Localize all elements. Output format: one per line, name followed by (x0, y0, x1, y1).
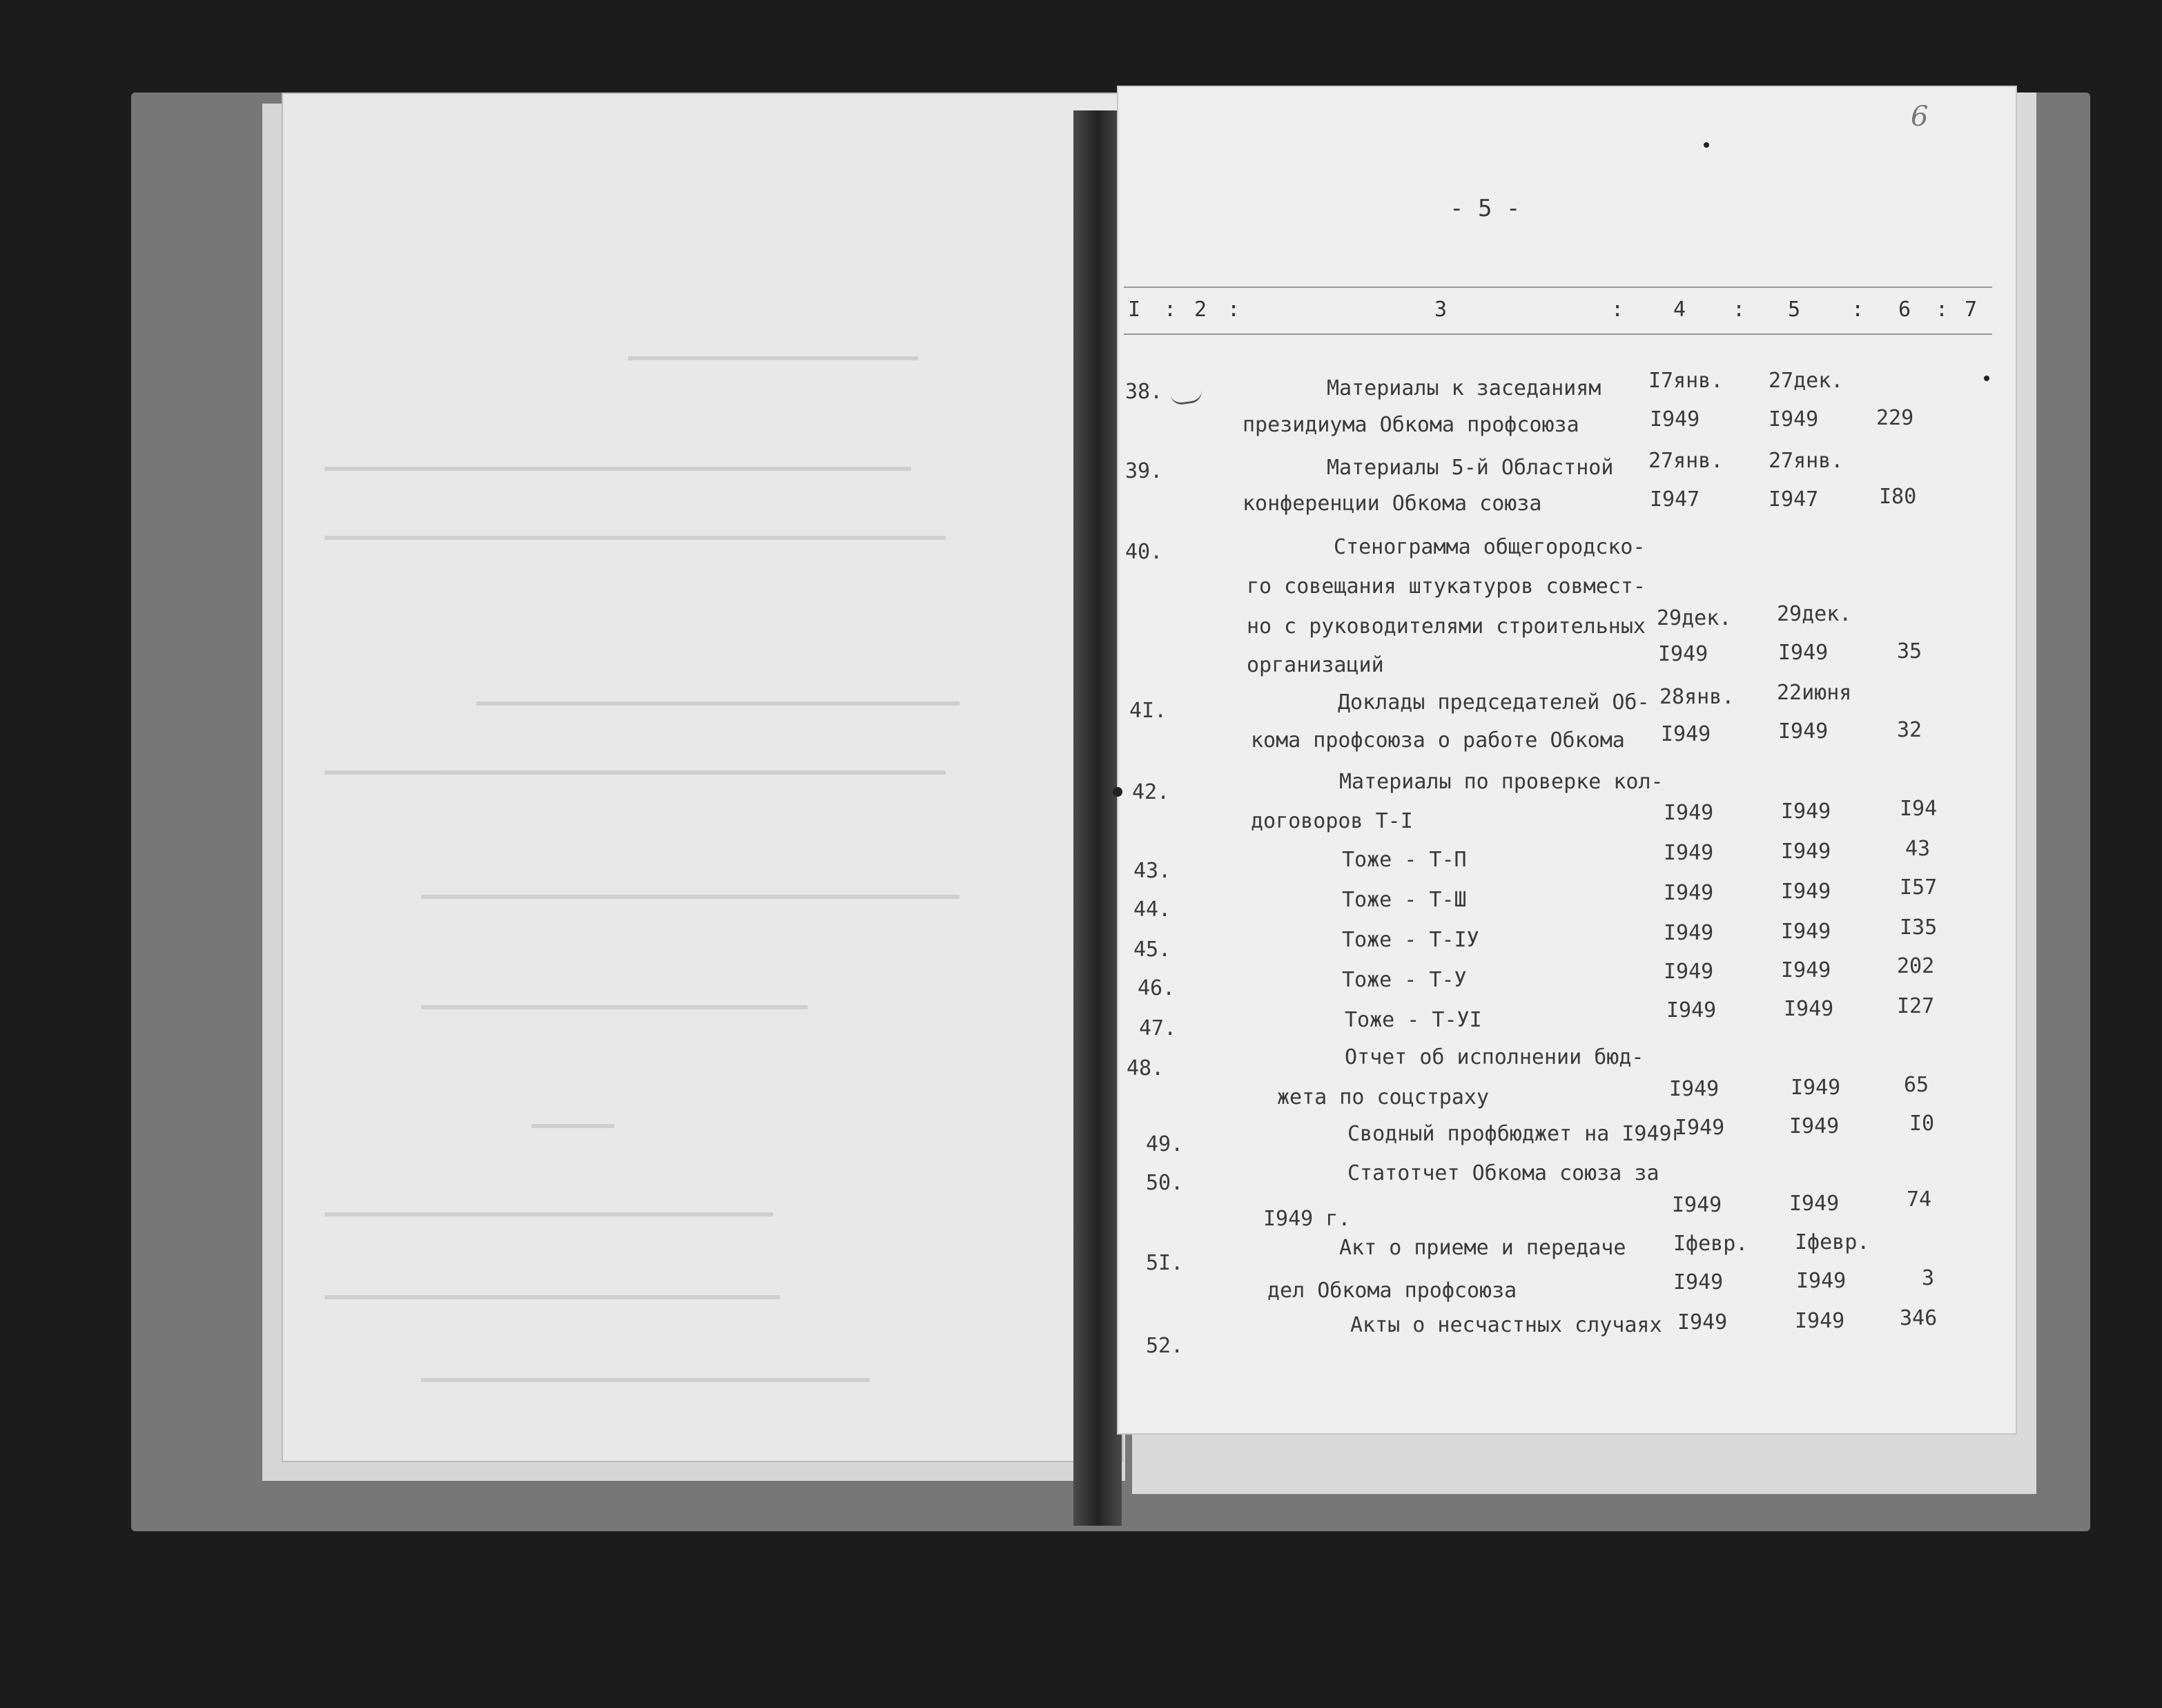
ink-speck (1984, 376, 1989, 381)
sheet-count: 74 (1907, 1187, 1932, 1212)
start-year: I947 (1650, 487, 1700, 512)
row-title-line: Материалы 5-й Областной (1327, 456, 1614, 480)
sheet-count: 35 (1897, 639, 1922, 663)
column-header-cell: 6 (1898, 298, 1911, 322)
row-title-line: организаций (1247, 653, 1384, 677)
column-header-cell: : (1611, 298, 1624, 322)
row-number: 40. (1125, 540, 1163, 564)
start-year: I949 (1666, 998, 1717, 1022)
row-title-line: договоров Т-I (1251, 809, 1413, 833)
start-year: I949 (1672, 1193, 1722, 1217)
column-header-cell: 7 (1965, 298, 1978, 322)
row-title-line: Материалы к заседаниям (1327, 376, 1601, 400)
start-year: I949 (1664, 960, 1714, 984)
row-number: 5I. (1146, 1251, 1184, 1275)
end-year: I949 (1778, 719, 1829, 744)
end-date: Iфевр. (1795, 1230, 1870, 1254)
end-year: I949 (1781, 799, 1831, 824)
sheet-count: 229 (1876, 406, 1914, 430)
row-title-line: Тоже - Т-Ш (1342, 888, 1467, 912)
sheet-count: 32 (1897, 718, 1922, 742)
row-title-line: Стенограмма общегородско- (1334, 535, 1646, 559)
column-header (1124, 287, 1992, 335)
sheet-count: 43 (1905, 837, 1931, 861)
end-year: I949 (1778, 641, 1829, 665)
row-number: 52. (1146, 1334, 1184, 1358)
row-title-line: Отчет об исполнении бюд- (1345, 1045, 1644, 1069)
row-title-line: жета по соцстраху (1277, 1085, 1490, 1109)
sheet-count: I35 (1900, 915, 1938, 940)
end-year: I949 (1795, 1309, 1845, 1333)
column-header-cell: I (1128, 298, 1141, 322)
sheet-count: I27 (1897, 994, 1935, 1018)
start-year: I949 (1664, 881, 1714, 905)
start-year: I949 (1675, 1116, 1725, 1140)
end-year: I947 (1769, 487, 1819, 512)
row-number: 38. (1125, 380, 1163, 404)
end-year: I949 (1784, 997, 1834, 1021)
row-title-line: конференции Обкома союза (1243, 492, 1542, 516)
row-number: 4I. (1129, 699, 1167, 723)
row-title-line: Доклады председателей Об- (1338, 690, 1650, 715)
start-date: 27янв. (1648, 449, 1724, 473)
row-title-line: Акты о несчастных случаях (1350, 1313, 1662, 1337)
row-number: 44. (1133, 897, 1171, 922)
start-year: I949 (1664, 801, 1714, 825)
row-title-line: Тоже - Т-У (1342, 968, 1467, 992)
column-header-cell: : (1164, 298, 1177, 322)
sheet-count: I94 (1900, 797, 1938, 821)
end-year: I949 (1781, 880, 1831, 904)
column-header-cell: 3 (1434, 298, 1448, 322)
end-year: I949 (1791, 1076, 1841, 1100)
left-page (283, 94, 1122, 1461)
start-year: I949 (1673, 1270, 1724, 1294)
row-number: 43. (1133, 859, 1171, 883)
start-date: 28янв. (1659, 685, 1735, 709)
sheet-count: 3 (1922, 1266, 1935, 1290)
row-title-line: президиума Обкома профсоюза (1243, 413, 1579, 437)
row-number: 42. (1132, 780, 1170, 804)
row-number: 50. (1146, 1171, 1184, 1195)
end-year: I949 (1789, 1192, 1840, 1216)
start-date: 29дек. (1657, 606, 1732, 630)
row-title-line: Тоже - Т-П (1342, 848, 1467, 872)
start-date: I7янв. (1648, 369, 1724, 393)
bleed-through-text (283, 94, 1122, 1461)
column-header-cell: 5 (1788, 298, 1801, 322)
punch-mark (1113, 787, 1122, 797)
start-year: I949 (1658, 642, 1708, 666)
row-title-line: Акт о приеме и передаче (1339, 1236, 1626, 1260)
start-year: I949 (1661, 722, 1711, 746)
column-header-cell: : (1733, 298, 1746, 322)
row-number: 46. (1138, 976, 1176, 1000)
ink-speck (1704, 142, 1709, 148)
row-title-line: Тоже - Т-УI (1345, 1008, 1482, 1032)
row-title-line: кома профсоюза о работе Обкома (1251, 728, 1625, 753)
column-header-cell: 2 (1194, 298, 1207, 322)
row-number: 45. (1133, 938, 1171, 962)
start-year: I949 (1669, 1077, 1720, 1101)
row-title-line: Статотчет Обкома союза за (1347, 1161, 1659, 1185)
row-number: 39. (1125, 459, 1163, 483)
row-number: 49. (1146, 1132, 1184, 1156)
sheet-count: 202 (1897, 954, 1935, 978)
column-header-cell: : (1227, 298, 1240, 322)
row-title-line: I949 г. (1263, 1207, 1351, 1231)
end-year: I949 (1796, 1269, 1847, 1293)
end-date: 27дек. (1769, 369, 1844, 393)
row-title-line: но с руководителями строительных (1247, 614, 1646, 639)
column-header-cell: : (1851, 298, 1864, 322)
end-date: 29дек. (1777, 602, 1852, 626)
sheet-count: 65 (1904, 1073, 1929, 1097)
sheet-count: I57 (1900, 875, 1938, 900)
row-title-line: го совещания штукатуров совмест- (1247, 574, 1646, 599)
page-number: - 5 - (1450, 195, 1521, 222)
column-header-cell: : (1936, 298, 1949, 322)
end-year: I949 (1781, 920, 1831, 944)
row-number: 47. (1139, 1016, 1177, 1040)
start-year: I949 (1677, 1310, 1728, 1335)
end-year: I949 (1781, 840, 1831, 864)
start-year: I949 (1664, 841, 1714, 865)
row-title-line: Сводный профбюджет на I949г (1347, 1122, 1684, 1146)
binding-spine (1073, 110, 1122, 1526)
column-header-cell: 4 (1673, 298, 1686, 322)
row-title-line: Материалы по проверке кол- (1339, 770, 1664, 794)
row-title-line: Тоже - Т-IУ (1342, 928, 1479, 952)
start-date: Iфевр. (1673, 1232, 1749, 1256)
row-number: 48. (1127, 1056, 1165, 1080)
sheet-count: I0 (1909, 1112, 1935, 1136)
start-year: I949 (1650, 407, 1700, 431)
end-year: I949 (1781, 958, 1831, 982)
end-date: 27янв. (1769, 449, 1844, 473)
end-year: I949 (1769, 407, 1819, 431)
sheet-number: 6 (1911, 101, 1929, 133)
start-year: I949 (1664, 921, 1714, 945)
sheet-count: 346 (1900, 1306, 1938, 1330)
end-year: I949 (1789, 1114, 1840, 1138)
row-title-line: дел Обкома профсоюза (1267, 1279, 1517, 1303)
end-date: 22июня (1777, 681, 1852, 705)
sheet-count: I80 (1879, 485, 1917, 509)
